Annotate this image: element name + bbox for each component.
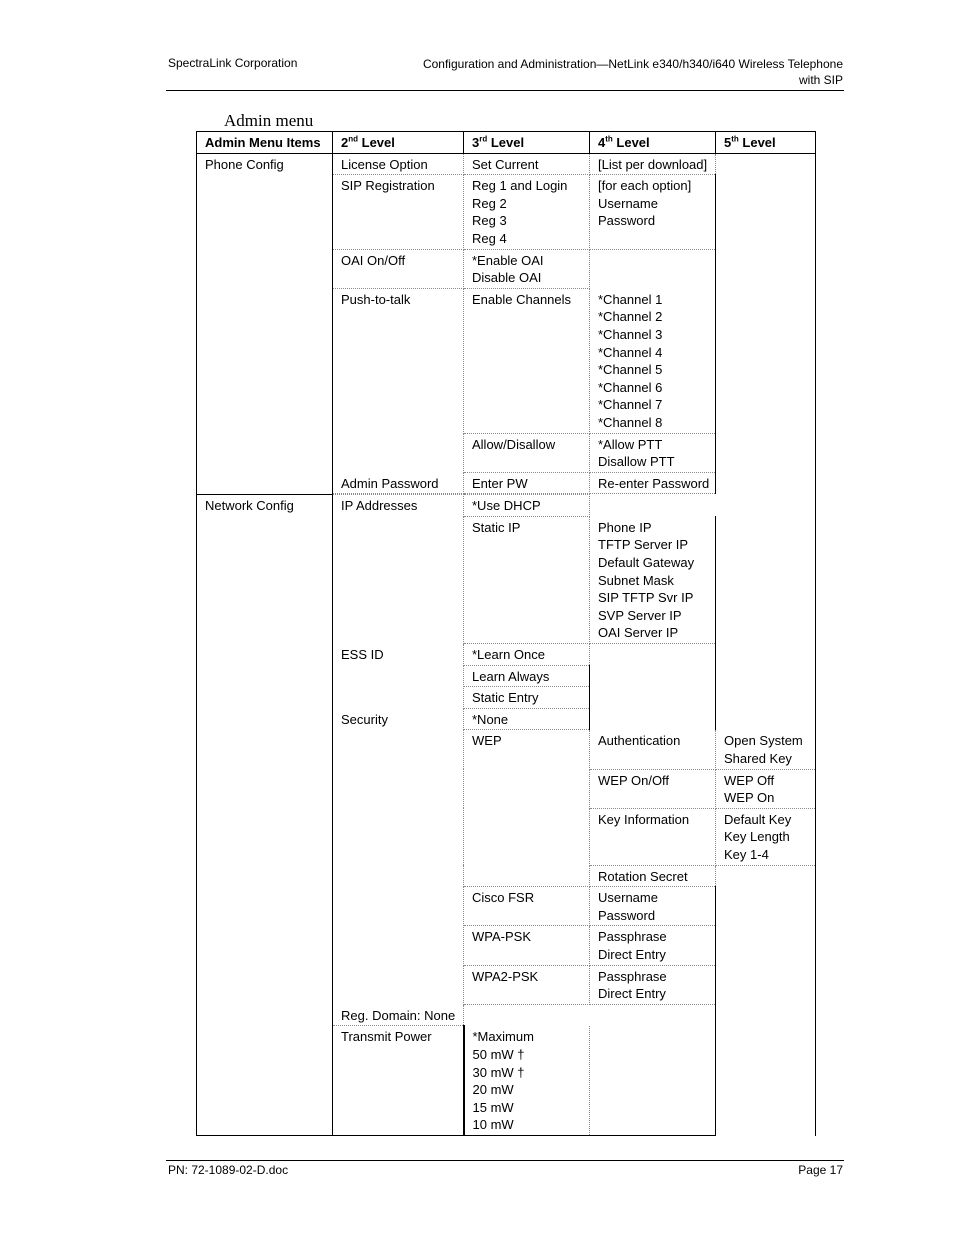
header-doc-title-line2: with SIP [798, 73, 843, 87]
cell-phone-config: Phone Config [197, 153, 333, 495]
header-doc-title [423, 56, 843, 88]
cell-use-dhcp: *Use DHCP [464, 495, 590, 517]
cell-wpa-psk: WPA-PSK [464, 926, 590, 965]
table-row [197, 495, 816, 517]
cell-reg-options: [for each option] Username Password [590, 175, 716, 249]
cell-push-to-talk: Push-to-talk [333, 288, 464, 472]
cell-empty [590, 249, 716, 288]
cell-oai-options: *Enable OAI Disable OAI [464, 249, 590, 288]
header-4th-level: 4th Level [590, 132, 716, 154]
cell-enable-channels: Enable Channels [464, 288, 590, 433]
cell-empty [716, 865, 816, 1135]
cell-reenter-password: Re-enter Password [590, 472, 716, 494]
cell-ptt-options: *Allow PTT Disallow PTT [590, 433, 716, 472]
cell-rotation-secret: Rotation Secret [590, 865, 716, 887]
cell-empty [590, 1026, 716, 1136]
cell-ess-id: ESS ID [333, 644, 464, 709]
header-company: SpectraLink Corporation [168, 56, 298, 70]
section-title: Admin menu [224, 111, 314, 130]
cell-sip-registration: SIP Registration [333, 175, 464, 249]
cell-set-current: Set Current [464, 153, 590, 175]
cell-cisco-fsr: Cisco FSR [464, 887, 590, 926]
cell-learn-once: *Learn Once [464, 644, 590, 666]
cell-empty [716, 153, 816, 494]
cell-ip-fields: Phone IP TFTP Server IP Default Gateway Subnet Mask SIP TFTP Svr IP SVP Server IP OAI Server IP [590, 516, 716, 643]
cell-key-information: Key Information [590, 808, 716, 865]
table-header-row [197, 132, 816, 154]
cell-authentication: Authentication [590, 730, 716, 769]
header-admin-menu-items: Admin Menu Items [197, 132, 333, 154]
cell-wpa2-options: Passphrase Direct Entry [590, 965, 716, 1004]
cell-transmit-power: Transmit Power [333, 1026, 464, 1136]
cell-reg-domain: Reg. Domain: None [333, 1004, 464, 1026]
cell-wep: WEP [464, 730, 590, 887]
header-5th-level: 5th Level [716, 132, 816, 154]
cell-license-option: License Option [333, 153, 464, 175]
cell-wpa-options: Passphrase Direct Entry [590, 926, 716, 965]
cell-key-options: Default Key Key Length Key 1-4 [716, 808, 816, 865]
cell-empty [464, 1004, 590, 1026]
cell-none: *None [464, 708, 590, 730]
cell-learn-always: Learn Always [464, 665, 590, 687]
cell-wep-on-off: WEP On/Off [590, 769, 716, 808]
cell-reg-list: Reg 1 and Login Reg 2 Reg 3 Reg 4 [464, 175, 590, 249]
cell-empty [716, 495, 816, 730]
cell-wpa2-psk: WPA2-PSK [464, 965, 590, 1004]
cell-oai-on-off: OAI On/Off [333, 249, 464, 288]
cell-empty [590, 644, 716, 730]
cell-allow-disallow: Allow/Disallow [464, 433, 590, 472]
cell-static-ip: Static IP [464, 516, 590, 643]
cell-power-options: *Maximum 50 mW † 30 mW † 20 mW 15 mW 10 mW [464, 1026, 590, 1136]
cell-cisco-options: Username Password [590, 887, 716, 926]
cell-security: Security [333, 708, 464, 1004]
cell-empty [590, 1004, 716, 1026]
footer-rule [166, 1160, 844, 1161]
cell-ip-addresses: IP Addresses [333, 495, 464, 644]
cell-auth-options: Open System Shared Key [716, 730, 816, 769]
cell-static-entry: Static Entry [464, 687, 590, 709]
cell-list-per-download: [List per download] [590, 153, 716, 175]
cell-admin-password: Admin Password [333, 472, 464, 494]
footer-part-number: PN: 72-1089-02-D.doc [168, 1163, 289, 1177]
header-3rd-level: 3rd Level [464, 132, 590, 154]
cell-wep-options: WEP Off WEP On [716, 769, 816, 808]
table-row [197, 153, 816, 175]
header-doc-title-line1: Configuration and Administration—NetLink e340/h340/i640 Wireless Telephone [422, 57, 843, 71]
cell-enter-pw: Enter PW [464, 472, 590, 494]
admin-menu-table [196, 131, 816, 1136]
header-rule [166, 90, 844, 91]
cell-network-config: Network Config [197, 495, 333, 1136]
footer-page-number: Page 17 [798, 1163, 843, 1177]
cell-empty [590, 495, 716, 517]
cell-channels: *Channel 1 *Channel 2 *Channel 3 *Channel 4 *Channel 5 *Channel 6 *Channel 7 *Channel 8 [590, 288, 716, 433]
header-2nd-level: 2nd Level [333, 132, 464, 154]
